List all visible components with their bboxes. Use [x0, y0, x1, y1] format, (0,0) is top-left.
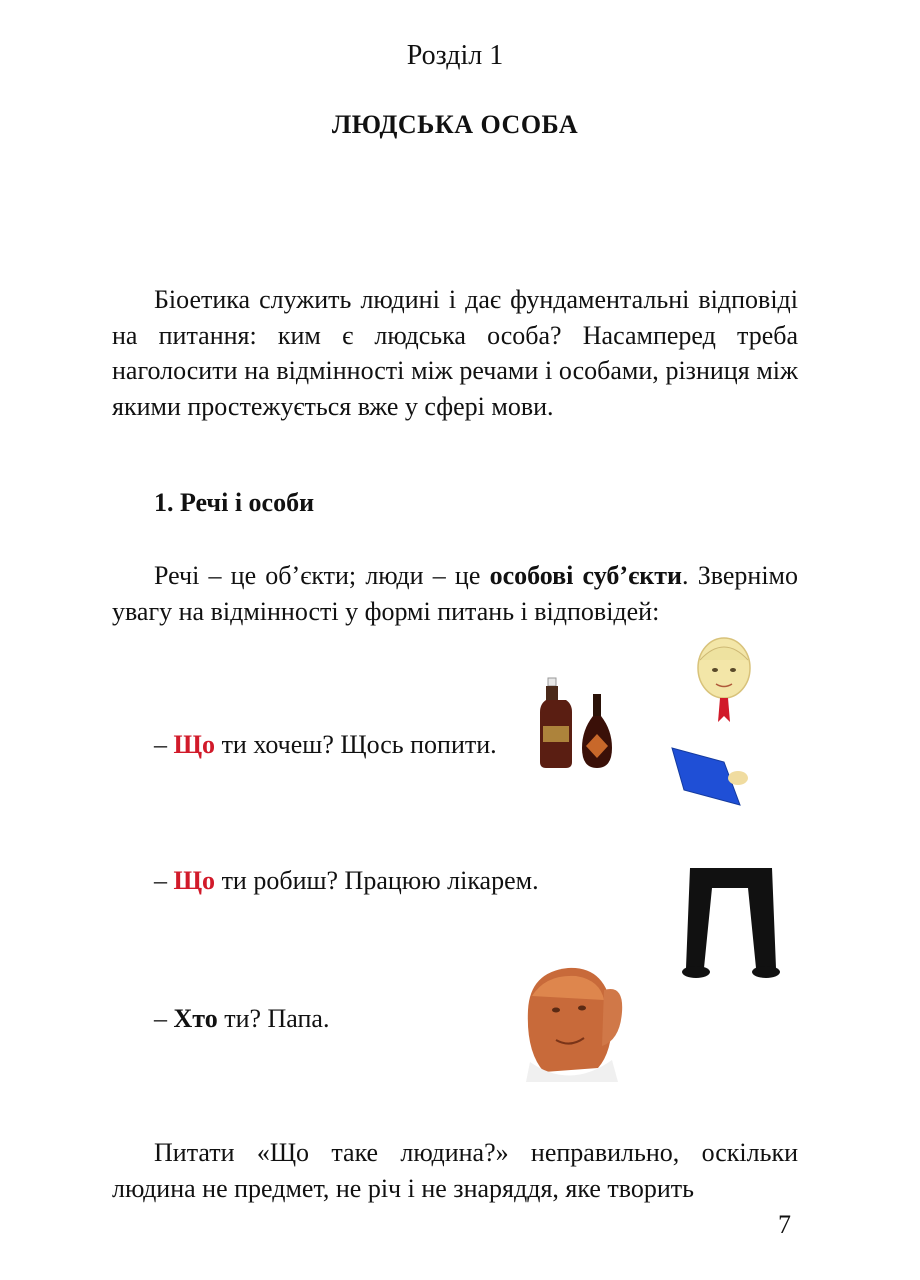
dialog-keyword: Хто [173, 1004, 218, 1033]
pope-portrait-icon [526, 968, 622, 1082]
para2-text-before: Речі – це об’єкти; люди – це [154, 561, 490, 590]
para2-bold-term: особові суб’єкти [489, 561, 683, 590]
doctor-figure-icon [672, 638, 780, 978]
chapter-label: Розділ 1 [406, 40, 504, 71]
objects-subjects-paragraph [112, 558, 798, 629]
dialog-text: ти хочеш? Щось попити. [215, 730, 497, 759]
closing-paragraph: Питати «Що таке людина?» неправильно, оскільки людина не предмет, не річ і не знаряддя, яке творить [112, 1138, 798, 1203]
dialog-dash: – [154, 1004, 174, 1033]
dialog-keyword: Що [173, 866, 216, 895]
chapter-title: ЛЮДСЬКА ОСОБА [331, 110, 579, 139]
para2-text-after: . Звернімо увагу на відмінності у формі питань і відповідей: [112, 561, 799, 626]
dialog-text: ти? Папа. [217, 1004, 330, 1033]
dialog-dash: – [154, 866, 174, 895]
page-number: 7 [778, 1210, 791, 1239]
dialog-text: ти робиш? Працюю лікарем. [215, 866, 539, 895]
dialog-line-want [154, 730, 497, 760]
dialog-keyword: Що [173, 730, 216, 759]
dialog-line-who [154, 1004, 329, 1034]
section-heading: 1. Речі і особи [154, 488, 315, 517]
bottles-icon [540, 678, 612, 768]
intro-paragraph: Біоетика служить людині і дає фундаментальні відповіді на питання: ким є людська особа? Насамперед треба наголосити на відмінності між речами і особами, різниця між якими простежується вже у сфері мови. [112, 285, 798, 421]
dialog-line-do [154, 866, 539, 896]
dialog-dash: – [154, 730, 174, 759]
